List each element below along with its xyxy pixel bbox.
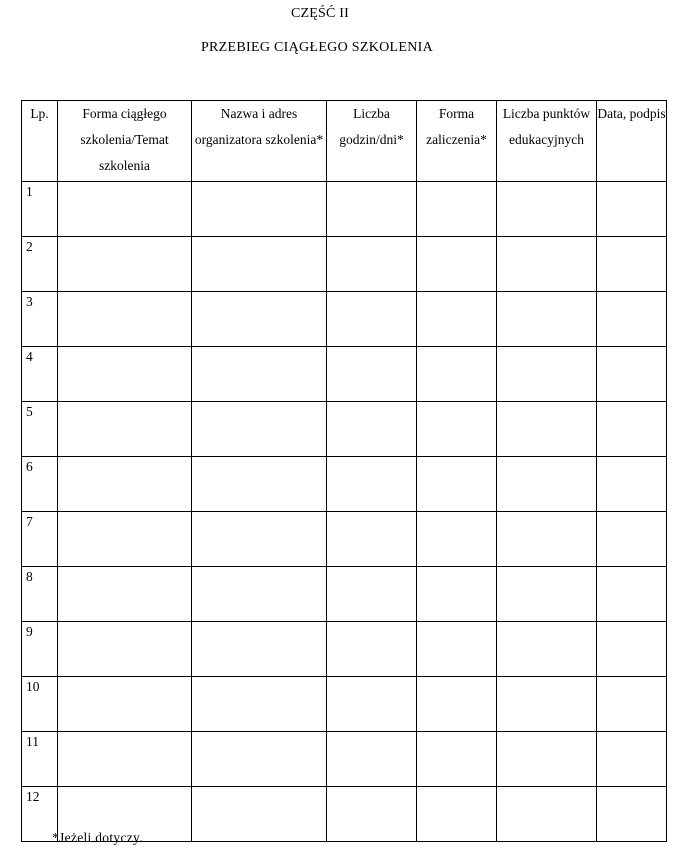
- table-cell[interactable]: [497, 732, 597, 787]
- table-cell[interactable]: [497, 512, 597, 567]
- table-cell[interactable]: [597, 622, 667, 677]
- column-header-organizer: Nazwa i adres organizatora szkolenia*: [192, 101, 327, 182]
- table-cell[interactable]: [497, 292, 597, 347]
- table-cell[interactable]: [58, 347, 192, 402]
- table-cell[interactable]: [417, 567, 497, 622]
- table-cell[interactable]: [58, 732, 192, 787]
- table-cell[interactable]: [597, 567, 667, 622]
- table-cell[interactable]: [327, 347, 417, 402]
- table-row: [22, 457, 667, 512]
- row-number: 9: [22, 622, 58, 677]
- table-cell[interactable]: [58, 677, 192, 732]
- table-cell[interactable]: [327, 402, 417, 457]
- table-cell[interactable]: [192, 622, 327, 677]
- table-cell[interactable]: [497, 622, 597, 677]
- footnote: *Jeżeli dotyczy.: [52, 830, 143, 845]
- document-title: PRZEBIEG CIĄGŁEGO SZKOLENIA: [200, 40, 434, 55]
- table-cell[interactable]: [597, 787, 667, 842]
- table-cell[interactable]: [58, 402, 192, 457]
- table-row: [22, 292, 667, 347]
- table-row: [22, 677, 667, 732]
- column-header-lp: Lp.: [22, 101, 58, 182]
- table-cell[interactable]: [192, 732, 327, 787]
- table-cell[interactable]: [327, 567, 417, 622]
- table-cell[interactable]: [192, 787, 327, 842]
- table-cell[interactable]: [597, 732, 667, 787]
- table-row: [22, 512, 667, 567]
- table-cell[interactable]: [597, 402, 667, 457]
- table-cell[interactable]: [192, 457, 327, 512]
- table-cell[interactable]: [597, 512, 667, 567]
- table-cell[interactable]: [327, 512, 417, 567]
- table-cell[interactable]: [58, 622, 192, 677]
- column-header-date-signature: Data, podpis: [597, 101, 667, 182]
- table-cell[interactable]: [192, 402, 327, 457]
- part-title: CZĘŚĆ II: [291, 6, 349, 21]
- table-cell[interactable]: [327, 732, 417, 787]
- table-cell[interactable]: [497, 567, 597, 622]
- table-cell[interactable]: [417, 237, 497, 292]
- table-cell[interactable]: [327, 457, 417, 512]
- row-number: 3: [22, 292, 58, 347]
- row-number: 10: [22, 677, 58, 732]
- table-cell[interactable]: [327, 622, 417, 677]
- row-number: 12: [22, 787, 58, 842]
- row-number: 5: [22, 402, 58, 457]
- table-row: [22, 182, 667, 237]
- table-cell[interactable]: [597, 182, 667, 237]
- table-cell[interactable]: [597, 677, 667, 732]
- table-body: [22, 182, 667, 842]
- table-cell[interactable]: [192, 567, 327, 622]
- table-cell[interactable]: [417, 347, 497, 402]
- table-cell[interactable]: [597, 457, 667, 512]
- table-cell[interactable]: [192, 237, 327, 292]
- table-row: [22, 732, 667, 787]
- table-cell[interactable]: [497, 182, 597, 237]
- table-cell[interactable]: [192, 677, 327, 732]
- table-cell[interactable]: [497, 677, 597, 732]
- table-cell[interactable]: [597, 347, 667, 402]
- row-number: 1: [22, 182, 58, 237]
- row-number: 7: [22, 512, 58, 567]
- table-cell[interactable]: [497, 402, 597, 457]
- table-cell[interactable]: [417, 457, 497, 512]
- row-number: 11: [22, 732, 58, 787]
- table-cell[interactable]: [58, 237, 192, 292]
- table-cell[interactable]: [417, 512, 497, 567]
- table-cell[interactable]: [417, 787, 497, 842]
- table-cell[interactable]: [417, 732, 497, 787]
- table-cell[interactable]: [417, 292, 497, 347]
- table-cell[interactable]: [327, 182, 417, 237]
- table-cell[interactable]: [597, 292, 667, 347]
- table-cell[interactable]: [417, 622, 497, 677]
- row-number: 8: [22, 567, 58, 622]
- table-cell[interactable]: [497, 237, 597, 292]
- table-row: [22, 402, 667, 457]
- table-cell[interactable]: [58, 292, 192, 347]
- table-header-row: [22, 101, 667, 182]
- table-cell[interactable]: [327, 787, 417, 842]
- column-header-hours-days: Liczba godzin/dni*: [327, 101, 417, 182]
- table-cell[interactable]: [327, 677, 417, 732]
- table-cell[interactable]: [327, 292, 417, 347]
- table-cell[interactable]: [192, 512, 327, 567]
- table-cell[interactable]: [192, 182, 327, 237]
- training-table: [21, 100, 667, 842]
- row-number: 6: [22, 457, 58, 512]
- table-cell[interactable]: [597, 237, 667, 292]
- table-cell[interactable]: [497, 787, 597, 842]
- table-row: [22, 622, 667, 677]
- table-cell[interactable]: [497, 347, 597, 402]
- column-header-completion-form: Forma zaliczenia*: [417, 101, 497, 182]
- table-cell[interactable]: [417, 677, 497, 732]
- table-row: [22, 237, 667, 292]
- table-cell[interactable]: [417, 402, 497, 457]
- column-header-form-topic: Forma ciągłego szkolenia/Temat szkolenia: [58, 101, 192, 182]
- row-number: 4: [22, 347, 58, 402]
- row-number: 2: [22, 237, 58, 292]
- table-row: [22, 567, 667, 622]
- table-cell[interactable]: [58, 457, 192, 512]
- table-cell[interactable]: [192, 292, 327, 347]
- table-row: [22, 347, 667, 402]
- column-header-education-points: Liczba punktów edukacyjnych: [497, 101, 597, 182]
- table-cell[interactable]: [58, 512, 192, 567]
- table-cell[interactable]: [327, 237, 417, 292]
- table-cell[interactable]: [192, 347, 327, 402]
- table-cell[interactable]: [497, 457, 597, 512]
- table-cell[interactable]: [58, 182, 192, 237]
- table-cell[interactable]: [58, 567, 192, 622]
- table-cell[interactable]: [417, 182, 497, 237]
